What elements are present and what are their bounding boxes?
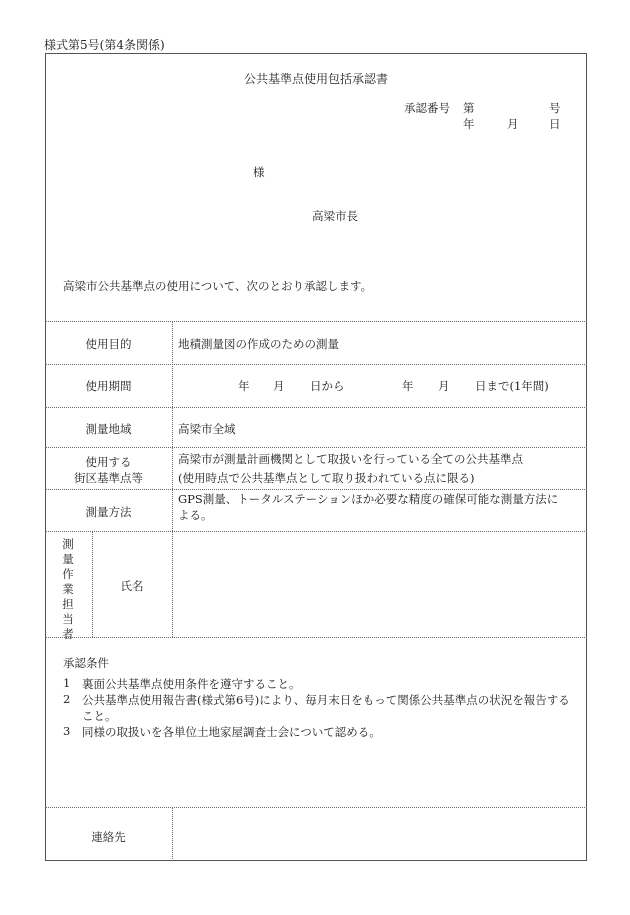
form-number: 様式第5号(第4条関係) — [44, 38, 165, 52]
contact-label: 連絡先 — [91, 830, 126, 844]
approval-number-prefix: 第 — [463, 101, 475, 115]
condition-text: 裏面公共基準点使用条件を遵守すること。 — [82, 677, 301, 691]
purpose-label: 使用目的 — [85, 337, 132, 351]
period-to-month: 月 — [438, 379, 450, 393]
condition-number: 2 — [63, 692, 71, 706]
condition-number: 1 — [63, 676, 71, 690]
divider — [45, 807, 587, 808]
approval-statement: 高梁市公共基準点の使用について、次のとおり承認します。 — [63, 279, 373, 293]
points-value-line1: 高梁市が測量計画機関として取扱いを行っている全ての公共基準点 — [178, 452, 523, 466]
date-month: 月 — [507, 117, 519, 131]
condition-number: 3 — [63, 724, 71, 738]
period-from-day: 日から — [310, 379, 345, 393]
approval-number-label: 承認番号 — [404, 101, 450, 115]
area-value: 高梁市全域 — [178, 422, 236, 436]
approval-number-suffix: 号 — [549, 101, 561, 115]
operator-name-field[interactable] — [178, 540, 578, 630]
period-from-month: 月 — [273, 379, 285, 393]
period-label: 使用期間 — [85, 379, 132, 393]
column-divider — [172, 807, 173, 861]
divider — [45, 407, 587, 408]
points-label-line2: 街区基準点等 — [74, 471, 143, 485]
condition-text: 公共基準点使用報告書(様式第6号)により、毎月末日をもって関係公共基準点の状況を報告する — [82, 693, 570, 707]
document-title: 公共基準点使用包括承認書 — [243, 72, 388, 86]
condition-text-continued: こと。 — [82, 709, 117, 723]
method-label: 測量方法 — [85, 505, 132, 519]
period-from-year: 年 — [238, 379, 250, 393]
period-to-year: 年 — [402, 379, 414, 393]
divider — [45, 447, 587, 448]
method-value-line1: GPS測量、トータルステーションほか必要な精度の確保可能な測量方法に — [178, 492, 559, 506]
operator-name-label: 氏名 — [120, 579, 144, 593]
issuer: 高梁市長 — [312, 209, 358, 223]
conditions-heading: 承認条件 — [63, 656, 109, 670]
divider — [45, 489, 587, 490]
points-label-line1: 使用する — [85, 455, 132, 469]
date-year: 年 — [463, 117, 475, 131]
contact-field[interactable] — [178, 812, 578, 856]
points-value-line2: (使用時点で公共基準点として取り扱われている点に限る) — [178, 471, 475, 485]
condition-text: 同様の取扱いを各単位土地家屋調査士会について認める。 — [82, 725, 381, 739]
period-to-day: 日まで(1年間) — [475, 379, 549, 393]
divider — [45, 531, 587, 532]
addressee-suffix: 様 — [253, 165, 265, 179]
divider — [45, 637, 587, 638]
column-divider — [172, 321, 173, 637]
date-day: 日 — [549, 117, 561, 131]
purpose-value: 地積測量図の作成のための測量 — [178, 337, 339, 351]
divider — [45, 364, 587, 365]
method-value-line2: よる。 — [178, 508, 213, 522]
divider — [45, 321, 587, 322]
area-label: 測量地域 — [85, 422, 132, 436]
operator-vertical-label: 測 量 作 業 担 当 者 — [62, 537, 74, 641]
